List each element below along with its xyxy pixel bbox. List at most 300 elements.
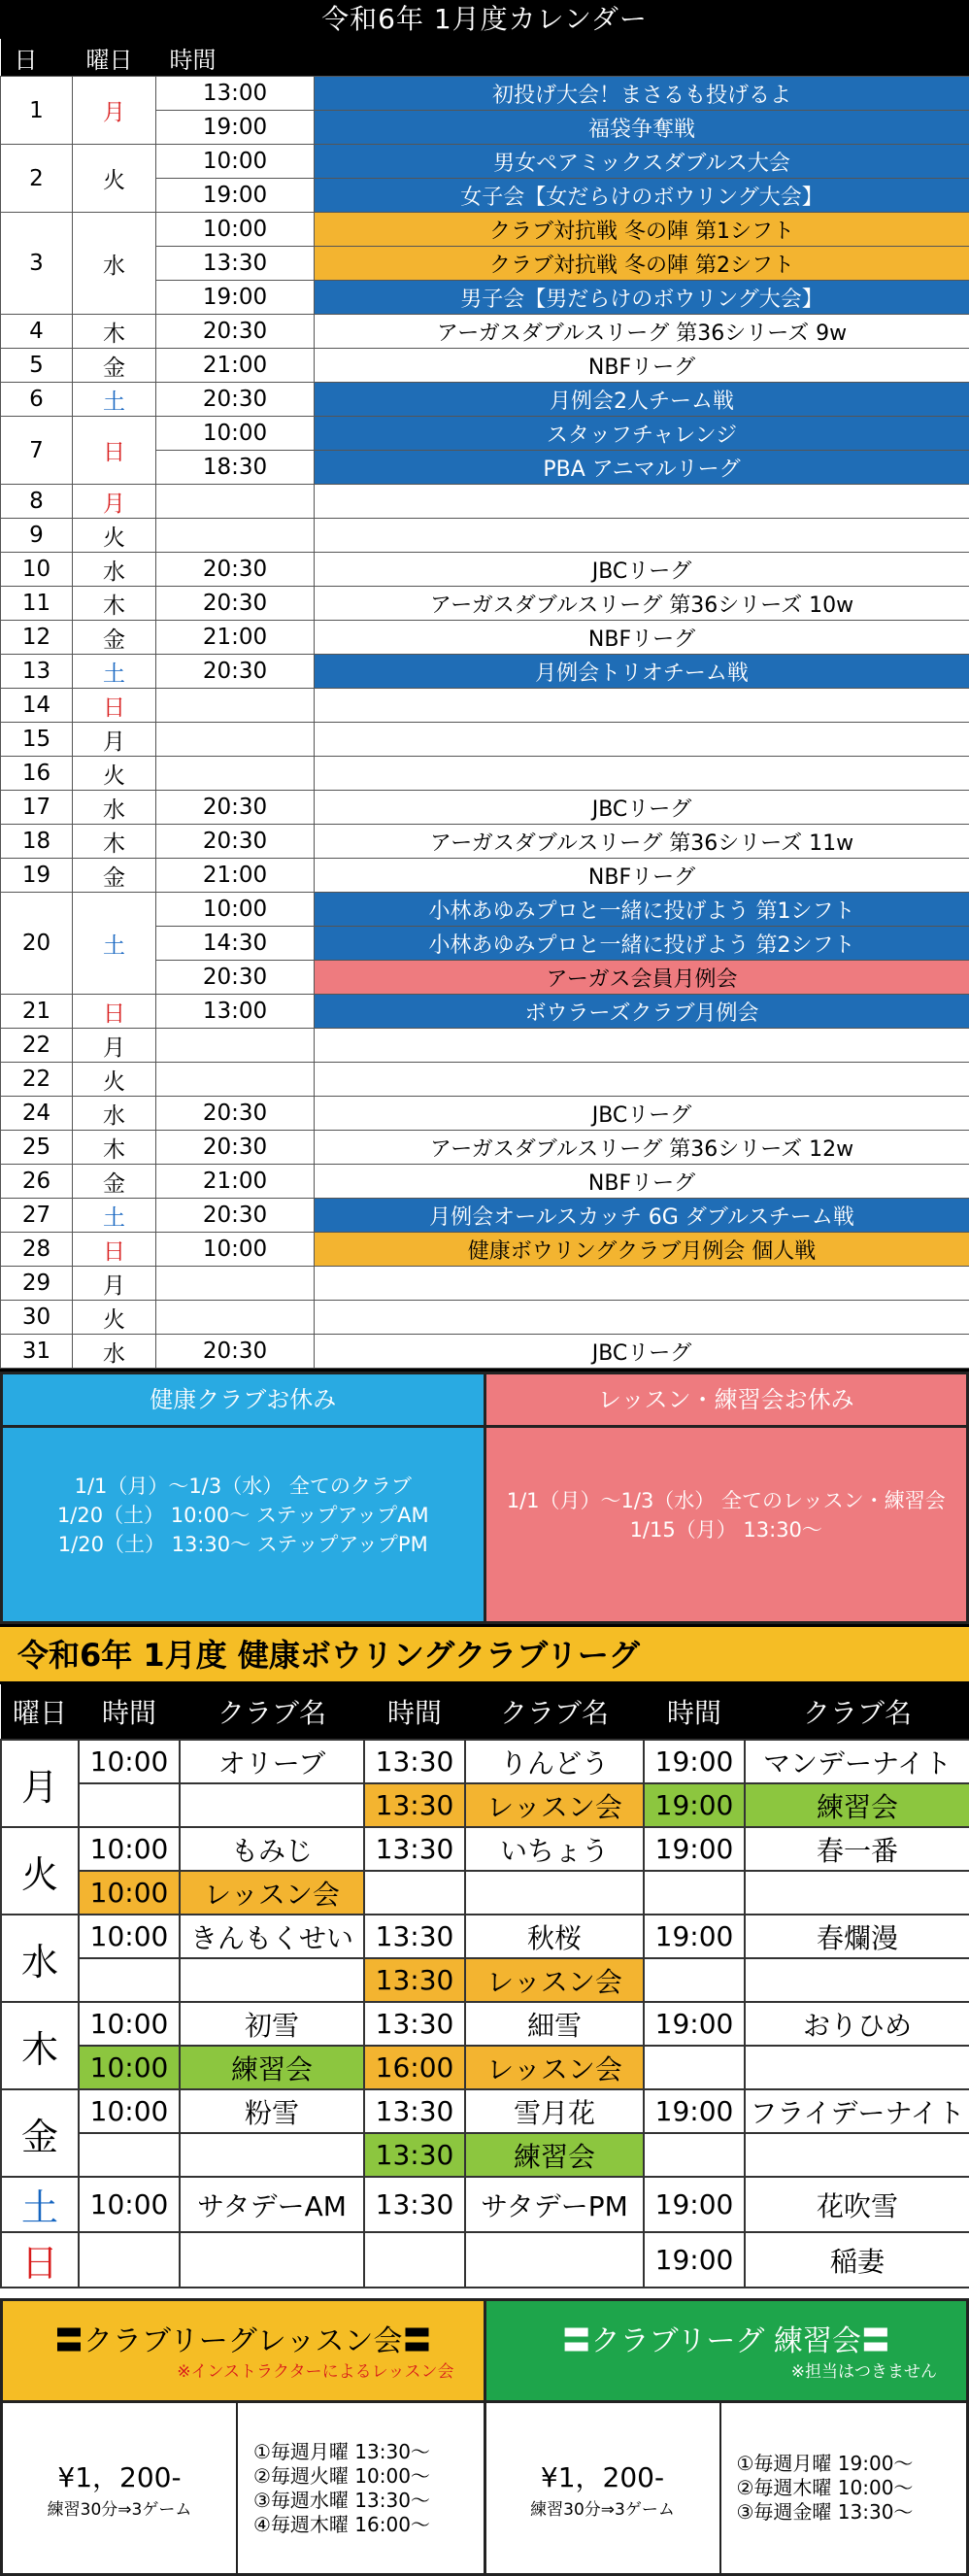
calendar-row xyxy=(1,791,969,825)
calendar-row xyxy=(1,1063,969,1097)
league-time: 13:30 xyxy=(364,1827,465,1871)
weekday: 日 xyxy=(73,417,156,485)
event-time: 20:30 xyxy=(156,1199,315,1233)
league-body xyxy=(1,1740,969,2288)
lesson-info-note: ※インストラクターによるレッスン会 xyxy=(3,2357,484,2382)
calendar-row xyxy=(1,689,969,723)
event-time: 20:30 xyxy=(156,1097,315,1131)
event-name: NBFリーグ xyxy=(315,349,969,383)
calendar-title: 令和6年 1月度カレンダー xyxy=(0,0,969,39)
calendar-body xyxy=(1,77,969,1369)
league-club-name xyxy=(180,1958,364,2002)
practice-price-detail: 練習30分⇒3ゲーム xyxy=(530,2495,675,2520)
league-header-club: クラブ名 xyxy=(745,1684,969,1740)
event-name: アーガス会員月例会 xyxy=(315,961,969,995)
day-number: 15 xyxy=(1,723,73,757)
weekday: 水 xyxy=(73,791,156,825)
lesson-info-box xyxy=(0,2298,486,2576)
event-name xyxy=(315,1301,969,1335)
event-name: アーガスダブルスリーグ 第36シリーズ 9w xyxy=(315,315,969,349)
event-name xyxy=(315,757,969,791)
league-club-name: 雪月花 xyxy=(465,2089,644,2133)
calendar-row xyxy=(1,213,969,247)
practice-info-title: 〓クラブリーグ 練習会〓 xyxy=(486,2301,967,2357)
event-name xyxy=(315,1029,969,1063)
league-time: 13:30 xyxy=(364,1740,465,1783)
weekday: 月 xyxy=(73,77,156,145)
league-weekday: 水 xyxy=(1,1915,79,2002)
league-club-name: 練習会 xyxy=(745,1783,969,1827)
event-time xyxy=(156,723,315,757)
day-number: 18 xyxy=(1,825,73,859)
calendar-row xyxy=(1,825,969,859)
weekday: 水 xyxy=(73,213,156,315)
league-time: 19:00 xyxy=(644,1915,745,1958)
league-row xyxy=(1,1827,969,1871)
practice-info-body xyxy=(486,2403,967,2573)
header-day: 日 xyxy=(1,39,73,77)
event-name: 月例会オールスカッチ 6G ダブルスチーム戦 xyxy=(315,1199,969,1233)
event-name: NBFリーグ xyxy=(315,859,969,893)
day-number: 31 xyxy=(1,1335,73,1369)
league-club-name xyxy=(465,1871,644,1915)
calendar-row xyxy=(1,723,969,757)
event-name xyxy=(315,519,969,553)
league-weekday: 金 xyxy=(1,2089,79,2177)
event-name: アーガスダブルスリーグ 第36シリーズ 11w xyxy=(315,825,969,859)
event-name: JBCリーグ xyxy=(315,1335,969,1369)
day-number: 6 xyxy=(1,383,73,417)
event-time xyxy=(156,689,315,723)
holiday-line: 1/20（土） 13:30～ ステップアップPM xyxy=(58,1530,428,1559)
event-time: 13:00 xyxy=(156,77,315,111)
event-time: 20:30 xyxy=(156,961,315,995)
health-club-holiday-list xyxy=(3,1428,484,1621)
holiday-line: 1/1（月）～1/3（水） 全てのクラブ xyxy=(75,1472,412,1501)
lesson-price: ¥1，200- xyxy=(57,2457,181,2495)
lesson-price-detail: 練習30分⇒3ゲーム xyxy=(48,2495,192,2520)
league-club-name: 粉雪 xyxy=(180,2089,364,2133)
day-number: 8 xyxy=(1,485,73,519)
event-name xyxy=(315,1267,969,1301)
day-number: 20 xyxy=(1,893,73,995)
day-number: 3 xyxy=(1,213,73,315)
weekday: 木 xyxy=(73,315,156,349)
league-time: 10:00 xyxy=(79,1871,180,1915)
event-name: アーガスダブルスリーグ 第36シリーズ 10w xyxy=(315,587,969,621)
weekday: 金 xyxy=(73,349,156,383)
event-time: 20:30 xyxy=(156,655,315,689)
league-club-name: レッスン会 xyxy=(180,1871,364,1915)
event-name: JBCリーグ xyxy=(315,1097,969,1131)
league-row xyxy=(1,1783,969,1827)
weekday: 日 xyxy=(73,689,156,723)
calendar-row xyxy=(1,485,969,519)
league-row xyxy=(1,1871,969,1915)
league-weekday: 月 xyxy=(1,1740,79,1827)
weekday: 日 xyxy=(73,995,156,1029)
event-name: アーガスダブルスリーグ 第36シリーズ 12w xyxy=(315,1131,969,1165)
weekday: 木 xyxy=(73,1131,156,1165)
calendar-table xyxy=(0,39,969,1369)
day-number: 22 xyxy=(1,1029,73,1063)
league-time: 13:30 xyxy=(364,1783,465,1827)
event-name: NBFリーグ xyxy=(315,1165,969,1199)
league-club-name xyxy=(465,2232,644,2288)
league-time: 19:00 xyxy=(644,2089,745,2133)
league-time: 10:00 xyxy=(79,2046,180,2089)
day-number: 30 xyxy=(1,1301,73,1335)
weekday: 土 xyxy=(73,383,156,417)
league-header xyxy=(1,1684,969,1740)
league-header-club: クラブ名 xyxy=(465,1684,644,1740)
league-club-name: マンデーナイト xyxy=(745,1740,969,1783)
calendar-row xyxy=(1,1165,969,1199)
calendar-row xyxy=(1,1097,969,1131)
health-club-holiday-title: 健康クラブお休み xyxy=(3,1374,484,1428)
league-time: 10:00 xyxy=(79,2089,180,2133)
calendar-row xyxy=(1,1267,969,1301)
event-time: 19:00 xyxy=(156,179,315,213)
league-time: 19:00 xyxy=(644,2232,745,2288)
lesson-price-cell xyxy=(3,2403,238,2573)
weekday: 土 xyxy=(73,1199,156,1233)
league-time: 10:00 xyxy=(79,2177,180,2232)
league-club-name: もみじ xyxy=(180,1827,364,1871)
practice-schedule-item: ①毎週月曜 19:00～ xyxy=(737,2452,967,2476)
league-club-name: おりひめ xyxy=(745,2002,969,2046)
event-time xyxy=(156,485,315,519)
event-name: クラブ対抗戦 冬の陣 第1シフト xyxy=(315,213,969,247)
event-time: 10:00 xyxy=(156,893,315,927)
holiday-line: 1/20（土） 10:00～ ステップアップAM xyxy=(57,1501,429,1530)
calendar-header xyxy=(1,39,969,77)
day-number: 4 xyxy=(1,315,73,349)
league-time: 13:30 xyxy=(364,2002,465,2046)
practice-info-box xyxy=(486,2298,969,2576)
calendar-row xyxy=(1,1233,969,1267)
event-time xyxy=(156,1063,315,1097)
league-club-name xyxy=(745,1958,969,2002)
league-time: 19:00 xyxy=(644,1740,745,1783)
league-time: 19:00 xyxy=(644,1827,745,1871)
league-club-name: 練習会 xyxy=(180,2046,364,2089)
league-club-name: レッスン会 xyxy=(465,1783,644,1827)
league-time: 19:00 xyxy=(644,2177,745,2232)
league-club-name: きんもくせい xyxy=(180,1915,364,1958)
league-club-name: サタデーPM xyxy=(465,2177,644,2232)
event-name xyxy=(315,689,969,723)
day-number: 14 xyxy=(1,689,73,723)
event-name: 小林あゆみプロと一緒に投げよう 第2シフト xyxy=(315,927,969,961)
day-number: 29 xyxy=(1,1267,73,1301)
event-time: 20:30 xyxy=(156,791,315,825)
league-row xyxy=(1,2133,969,2177)
league-weekday: 火 xyxy=(1,1827,79,1915)
day-number: 24 xyxy=(1,1097,73,1131)
league-time xyxy=(79,2232,180,2288)
league-header-time: 時間 xyxy=(644,1684,745,1740)
event-name: 月例会2人チーム戦 xyxy=(315,383,969,417)
practice-schedule-list xyxy=(721,2403,967,2573)
weekday: 火 xyxy=(73,145,156,213)
calendar-row xyxy=(1,77,969,111)
league-club-name: レッスン会 xyxy=(465,2046,644,2089)
calendar-row xyxy=(1,1335,969,1369)
league-row xyxy=(1,1915,969,1958)
event-time: 18:30 xyxy=(156,451,315,485)
day-number: 12 xyxy=(1,621,73,655)
event-name: ボウラーズクラブ月例会 xyxy=(315,995,969,1029)
event-time: 10:00 xyxy=(156,1233,315,1267)
league-table xyxy=(0,1684,969,2288)
league-club-name: 細雪 xyxy=(465,2002,644,2046)
event-name: JBCリーグ xyxy=(315,791,969,825)
league-club-name xyxy=(180,1783,364,1827)
weekday: 金 xyxy=(73,621,156,655)
event-time: 20:30 xyxy=(156,587,315,621)
calendar-row xyxy=(1,1029,969,1063)
day-number: 7 xyxy=(1,417,73,485)
event-time: 20:30 xyxy=(156,553,315,587)
league-time: 13:30 xyxy=(364,2133,465,2177)
league-time: 13:30 xyxy=(364,1958,465,2002)
league-row xyxy=(1,1958,969,2002)
league-time: 19:00 xyxy=(644,1783,745,1827)
weekday: 月 xyxy=(73,1029,156,1063)
weekday: 日 xyxy=(73,1233,156,1267)
league-header-time: 時間 xyxy=(364,1684,465,1740)
day-number: 17 xyxy=(1,791,73,825)
day-number: 1 xyxy=(1,77,73,145)
weekday: 水 xyxy=(73,1335,156,1369)
event-name: JBCリーグ xyxy=(315,553,969,587)
event-name: PBA アニマルリーグ xyxy=(315,451,969,485)
event-time: 20:30 xyxy=(156,1335,315,1369)
calendar-row xyxy=(1,145,969,179)
league-weekday: 木 xyxy=(1,2002,79,2089)
calendar-row xyxy=(1,1301,969,1335)
league-time xyxy=(364,1871,465,1915)
header-time: 時間 xyxy=(156,39,315,77)
event-name: 健康ボウリングクラブ月例会 個人戦 xyxy=(315,1233,969,1267)
day-number: 9 xyxy=(1,519,73,553)
weekday: 金 xyxy=(73,859,156,893)
event-name: 福袋争奪戦 xyxy=(315,111,969,145)
league-club-name: 稲妻 xyxy=(745,2232,969,2288)
event-name xyxy=(315,1063,969,1097)
lesson-schedule-item: ②毎週火曜 10:00～ xyxy=(253,2464,484,2489)
event-name xyxy=(315,485,969,519)
league-club-name: 花吹雪 xyxy=(745,2177,969,2232)
practice-price-cell xyxy=(486,2403,721,2573)
health-club-holiday-box xyxy=(0,1372,486,1624)
practice-info-header xyxy=(486,2301,967,2403)
league-time: 10:00 xyxy=(79,1915,180,1958)
calendar-row xyxy=(1,587,969,621)
lesson-schedule-item: ①毎週月曜 13:30～ xyxy=(253,2440,484,2464)
holiday-line: 1/15（月） 13:30～ xyxy=(630,1515,822,1544)
event-name: 小林あゆみプロと一緒に投げよう 第1シフト xyxy=(315,893,969,927)
event-name xyxy=(315,723,969,757)
day-number: 25 xyxy=(1,1131,73,1165)
league-club-name: レッスン会 xyxy=(465,1958,644,2002)
league-time xyxy=(644,2133,745,2177)
calendar-row xyxy=(1,655,969,689)
event-time: 13:00 xyxy=(156,995,315,1029)
calendar-row xyxy=(1,315,969,349)
weekday: 金 xyxy=(73,1165,156,1199)
event-time: 21:00 xyxy=(156,349,315,383)
weekday: 月 xyxy=(73,723,156,757)
league-time: 13:30 xyxy=(364,2089,465,2133)
weekday: 土 xyxy=(73,655,156,689)
league-time: 16:00 xyxy=(364,2046,465,2089)
calendar-row xyxy=(1,349,969,383)
event-time: 10:00 xyxy=(156,145,315,179)
day-number: 21 xyxy=(1,995,73,1029)
event-name: 男女ペアミックスダブルス大会 xyxy=(315,145,969,179)
day-number: 16 xyxy=(1,757,73,791)
league-club-name xyxy=(745,1871,969,1915)
lesson-info-title: 〓クラブリーグレッスン会〓 xyxy=(3,2301,484,2357)
calendar-row xyxy=(1,1131,969,1165)
league-club-name: 練習会 xyxy=(465,2133,644,2177)
league-club-name: 春一番 xyxy=(745,1827,969,1871)
day-number: 28 xyxy=(1,1233,73,1267)
day-number: 10 xyxy=(1,553,73,587)
lesson-holiday-title: レッスン・練習会お休み xyxy=(486,1374,967,1428)
event-name: 月例会トリオチーム戦 xyxy=(315,655,969,689)
calendar-row xyxy=(1,1199,969,1233)
league-time xyxy=(79,1783,180,1827)
league-club-name xyxy=(180,2232,364,2288)
weekday: 火 xyxy=(73,757,156,791)
league-weekday: 日 xyxy=(1,2232,79,2288)
league-row xyxy=(1,1740,969,1783)
league-title: 令和6年 1月度 健康ボウリングクラブリーグ xyxy=(0,1627,969,1684)
league-time: 10:00 xyxy=(79,1740,180,1783)
practice-info-note: ※担当はつきません xyxy=(486,2357,967,2382)
league-club-name: いちょう xyxy=(465,1827,644,1871)
league-time: 10:00 xyxy=(79,1827,180,1871)
calendar-row xyxy=(1,995,969,1029)
league-time xyxy=(364,2232,465,2288)
header-weekday: 曜日 xyxy=(73,39,156,77)
league-club-name: 秋桜 xyxy=(465,1915,644,1958)
event-time: 14:30 xyxy=(156,927,315,961)
weekday: 月 xyxy=(73,485,156,519)
weekday: 火 xyxy=(73,1063,156,1097)
league-header-time: 時間 xyxy=(79,1684,180,1740)
practice-price: ¥1，200- xyxy=(541,2457,664,2495)
event-name: NBFリーグ xyxy=(315,621,969,655)
event-time: 21:00 xyxy=(156,859,315,893)
lesson-schedule-list xyxy=(238,2403,484,2573)
weekday: 火 xyxy=(73,519,156,553)
event-time: 20:30 xyxy=(156,383,315,417)
league-time xyxy=(79,2133,180,2177)
league-row xyxy=(1,2002,969,2046)
day-number: 26 xyxy=(1,1165,73,1199)
weekday: 木 xyxy=(73,587,156,621)
day-number: 5 xyxy=(1,349,73,383)
event-time: 10:00 xyxy=(156,213,315,247)
day-number: 13 xyxy=(1,655,73,689)
lesson-schedule-item: ④毎週木曜 16:00～ xyxy=(253,2513,484,2537)
league-time xyxy=(644,2046,745,2089)
lesson-info-header xyxy=(3,2301,484,2403)
league-time: 10:00 xyxy=(79,2002,180,2046)
weekday: 水 xyxy=(73,553,156,587)
event-time: 20:30 xyxy=(156,1131,315,1165)
league-time xyxy=(644,1871,745,1915)
calendar-row xyxy=(1,383,969,417)
event-time: 20:30 xyxy=(156,825,315,859)
league-header-club: クラブ名 xyxy=(180,1684,364,1740)
practice-schedule-item: ③毎週金曜 13:30～ xyxy=(737,2500,967,2525)
event-name: 初投げ大会！まさるも投げるよ xyxy=(315,77,969,111)
event-time xyxy=(156,757,315,791)
calendar-row xyxy=(1,621,969,655)
league-weekday: 土 xyxy=(1,2177,79,2232)
day-number: 2 xyxy=(1,145,73,213)
header-event xyxy=(315,39,969,77)
holiday-line: 1/1（月）～1/3（水） 全てのレッスン・練習会 xyxy=(507,1486,946,1515)
calendar-row xyxy=(1,519,969,553)
lesson-holiday-box xyxy=(486,1372,969,1624)
league-row xyxy=(1,2046,969,2089)
event-time xyxy=(156,1267,315,1301)
calendar-row xyxy=(1,893,969,927)
league-row xyxy=(1,2232,969,2288)
league-time xyxy=(644,1958,745,2002)
day-number: 27 xyxy=(1,1199,73,1233)
lesson-holiday-list xyxy=(486,1428,967,1621)
weekday: 月 xyxy=(73,1267,156,1301)
league-club-name xyxy=(745,2046,969,2089)
league-row xyxy=(1,2177,969,2232)
league-club-name: 春爛漫 xyxy=(745,1915,969,1958)
event-name: 男子会【男だらけのボウリング大会】 xyxy=(315,281,969,315)
event-time: 13:30 xyxy=(156,247,315,281)
event-name: 女子会【女だらけのボウリング大会】 xyxy=(315,179,969,213)
day-number: 19 xyxy=(1,859,73,893)
league-club-name: 初雪 xyxy=(180,2002,364,2046)
league-club-name: フライデーナイト xyxy=(745,2089,969,2133)
event-time: 21:00 xyxy=(156,1165,315,1199)
event-time: 20:30 xyxy=(156,315,315,349)
event-time: 21:00 xyxy=(156,621,315,655)
event-time xyxy=(156,519,315,553)
weekday: 土 xyxy=(73,893,156,995)
league-club-name xyxy=(180,2133,364,2177)
league-time: 13:30 xyxy=(364,2177,465,2232)
league-club-name: サタデーAM xyxy=(180,2177,364,2232)
session-info-section xyxy=(0,2298,969,2576)
league-time: 19:00 xyxy=(644,2002,745,2046)
day-number: 11 xyxy=(1,587,73,621)
weekday: 火 xyxy=(73,1301,156,1335)
weekday: 水 xyxy=(73,1097,156,1131)
league-time xyxy=(79,1958,180,2002)
lesson-schedule-item: ③毎週水曜 13:30～ xyxy=(253,2489,484,2513)
league-club-name: オリーブ xyxy=(180,1740,364,1783)
event-time: 10:00 xyxy=(156,417,315,451)
event-time: 19:00 xyxy=(156,281,315,315)
calendar-row xyxy=(1,553,969,587)
day-number: 22 xyxy=(1,1063,73,1097)
